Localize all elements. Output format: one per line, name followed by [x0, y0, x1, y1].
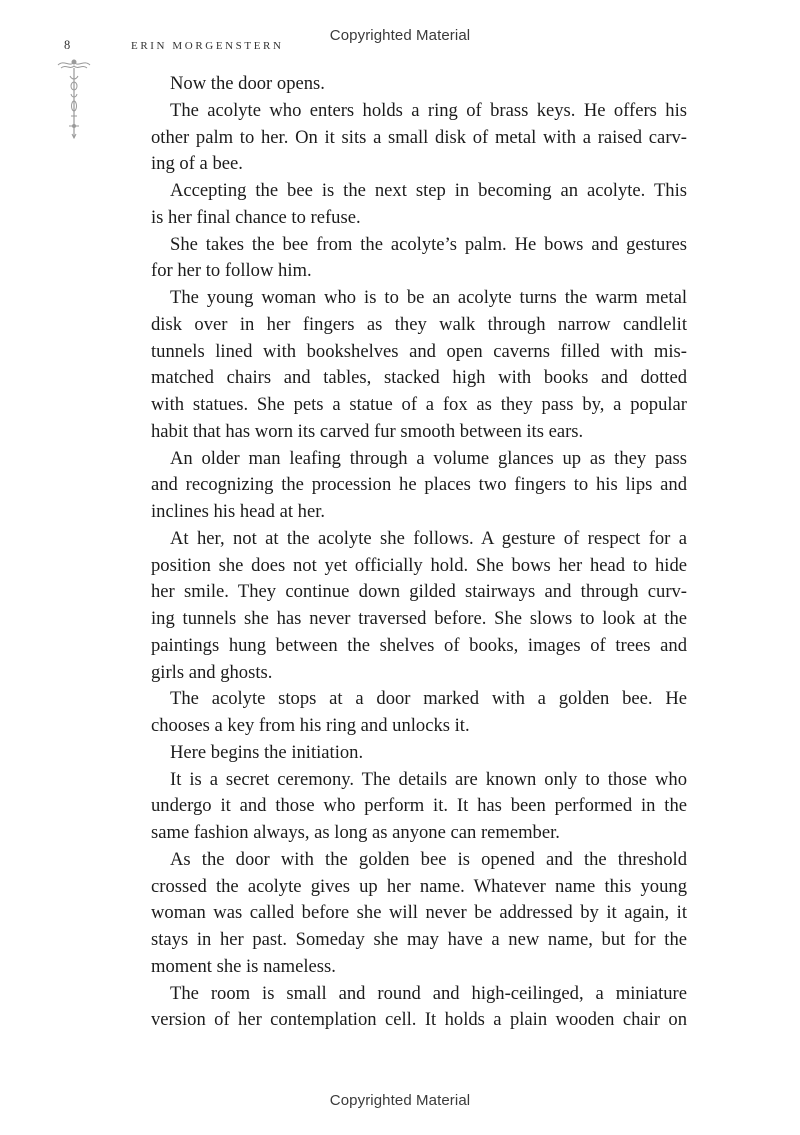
text-line: version of her contemplation cell. It holds a plain wooden chair on: [151, 1009, 687, 1031]
text-line: It is a secret ceremony. The details are known only to those who: [170, 768, 687, 790]
text-line: The room is small and round and high-ceilinged, a miniature: [170, 982, 687, 1004]
text-line: undergo it and those who perform it. It has been performed in the: [151, 795, 687, 817]
text-line: As the door with the golden bee is opened and the threshold: [170, 848, 687, 870]
text-line: habit that has worn its carved fur smooth between its ears.: [151, 420, 584, 442]
text-line: and recognizing the procession he places two fingers to his lips and: [151, 474, 687, 496]
text-line: ing tunnels she has never traversed before. She slows to look at the: [151, 608, 687, 629]
text-line: girls and ghosts.: [151, 661, 273, 683]
text-line: tunnels lined with bookshelves and open caverns filled with mis-: [151, 340, 687, 362]
text-line: ing of a bee.: [151, 153, 243, 175]
text-line: position she does not yet officially hold. She bows her head to hide: [151, 554, 687, 576]
page-number: 8: [64, 38, 71, 52]
text-line: same fashion always, as long as anyone can remember.: [151, 822, 560, 843]
body-text: [151, 71, 687, 1034]
text-line: with statues. She pets a statue of a fox as they pass by, a popular: [151, 394, 687, 415]
text-line: chooses a key from his ring and unlocks it.: [151, 715, 470, 736]
text-line: She takes the bee from the acolyte’s palm. He bows and gestures: [170, 233, 687, 255]
text-line: for her to follow him.: [151, 260, 312, 282]
text-line: Here begins the initiation.: [170, 741, 364, 763]
text-line: Accepting the bee is the next step in becoming an acolyte. This: [170, 180, 687, 201]
copyright-watermark-bottom: Copyrighted Material: [329, 1092, 471, 1109]
decorative-flourish-icon: [54, 56, 94, 140]
text-line: Now the door opens.: [170, 73, 325, 94]
running-head: ERIN MORGENSTERN: [131, 40, 284, 52]
text-line: paintings hung between the shelves of books, images of trees and: [151, 634, 687, 656]
copyright-watermark-top: Copyrighted Material: [329, 27, 471, 44]
text-line: stays in her past. Someday she may have a new name, but for the: [151, 929, 687, 950]
text-line: At her, not at the acolyte she follows. A gesture of respect for a: [170, 527, 687, 549]
text-line: her smile. They continue down gilded stairways and through curv-: [151, 581, 687, 603]
text-line: The acolyte who enters holds a ring of brass keys. He offers his: [170, 99, 687, 121]
text-line: inclines his head at her.: [151, 501, 326, 522]
text-line: An older man leafing through a volume glances up as they pass: [170, 447, 687, 469]
text-line: The acolyte stops at a door marked with a golden bee. He: [170, 688, 687, 710]
text-line: woman was called before she will never be addressed by it again, it: [151, 902, 687, 924]
text-line: other palm to her. On it sits a small disk of metal with a raised carv-: [151, 126, 687, 148]
text-line: is her final chance to refuse.: [151, 206, 361, 228]
text-line: moment she is nameless.: [151, 955, 336, 977]
text-line: The young woman who is to be an acolyte turns the warm metal: [170, 287, 687, 308]
text-line: crossed the acolyte gives up her name. Whatever name this young: [151, 875, 687, 897]
text-line: disk over in her fingers as they walk through narrow candlelit: [151, 313, 687, 335]
text-line: matched chairs and tables, stacked high with books and dotted: [151, 367, 687, 389]
